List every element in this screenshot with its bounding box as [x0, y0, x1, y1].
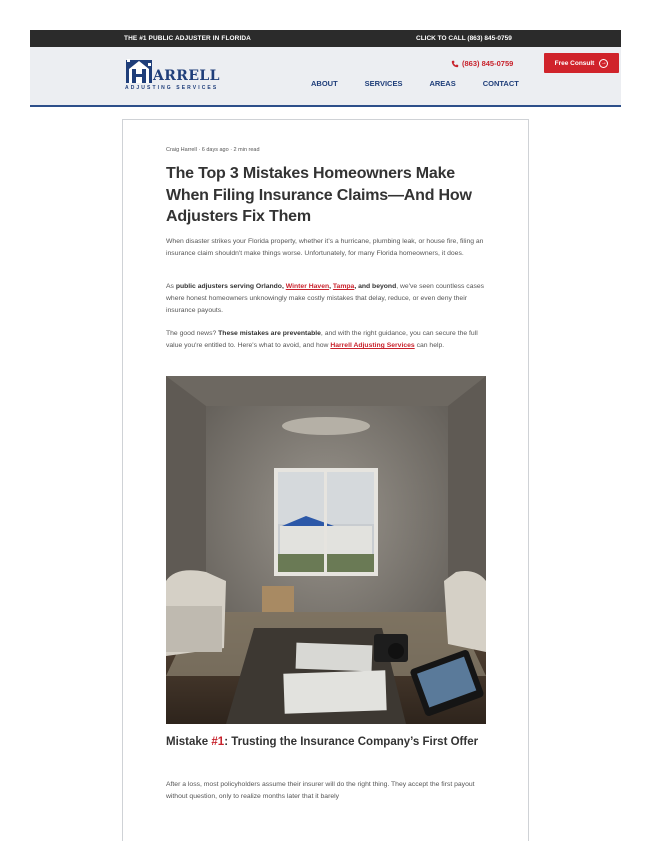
site-logo[interactable]: [125, 57, 220, 93]
free-consult-button[interactable]: [544, 53, 619, 73]
link-winter-haven[interactable]: Winter Haven: [285, 283, 330, 290]
top-announcement-bar: [30, 30, 621, 47]
phone-icon: [451, 60, 459, 68]
nav-services[interactable]: SERVICES: [364, 79, 403, 88]
room-photo-illustration: [166, 376, 486, 724]
good-news-paragraph: The good news? These mistakes are preventable, and with the right guidance, you can secure the full value you're entitled to. Here's what to avoid, and how Harrell Adjusting Services can help.: [166, 330, 478, 349]
link-harrell-adjusting[interactable]: Harrell Adjusting Services: [330, 342, 415, 349]
logo-wordmark: ARRELL: [153, 68, 220, 84]
tagline: THE #1 PUBLIC ADJUSTER IN FLORIDA: [124, 35, 251, 42]
link-tampa[interactable]: Tampa: [332, 283, 355, 290]
click-to-call-link[interactable]: CLICK TO CALL (863) 845-0759: [416, 35, 512, 42]
article-meta: Craig Harrell · 6 days ago · 2 min read: [166, 147, 260, 153]
free-consult-label: Free Consult: [554, 59, 595, 67]
article-hero-image: [166, 376, 486, 724]
arrow-circle-icon: →: [600, 60, 607, 66]
nav-contact[interactable]: CONTACT: [482, 79, 519, 88]
mistake-1-paragraph: After a loss, most policyholders assume their insurer will do the right thing. They accept the first payout without question, only to realize months later that it barely: [166, 781, 475, 800]
header-phone-link[interactable]: [451, 59, 513, 68]
article-title: The Top 3 Mistakes Homeowners Make When Filing Insurance Claims—And How Adjusters Fix Them: [166, 165, 472, 225]
nav-areas[interactable]: AREAS: [429, 79, 456, 88]
intro-paragraph: When disaster strikes your Florida property, whether it’s a hurricane, plumbing leak, or house fire, filing an insurance claim shouldn't make things worse. Unfortunately, for many Florida homeowners, it does.: [166, 238, 484, 257]
nav-about[interactable]: ABOUT: [311, 79, 338, 88]
service-area-paragraph: As public adjusters serving Orlando, Winter Haven, Tampa, and beyond, we've seen countless cases where honest homeowners unknowingly make costly mistakes that delay, reduce, or even deny their insurance payouts.: [166, 283, 485, 314]
header-phone-number: (863) 845-0759: [462, 59, 514, 68]
house-logo-icon: [125, 57, 153, 85]
logo-subtitle: ADJUSTING SERVICES: [125, 85, 219, 91]
main-navigation: [311, 79, 519, 88]
section-heading-mistake-1: Mistake #1: Trusting the Insurance Company’s First Offer: [166, 736, 479, 748]
site-header: [30, 47, 621, 107]
article-card: [122, 119, 529, 841]
